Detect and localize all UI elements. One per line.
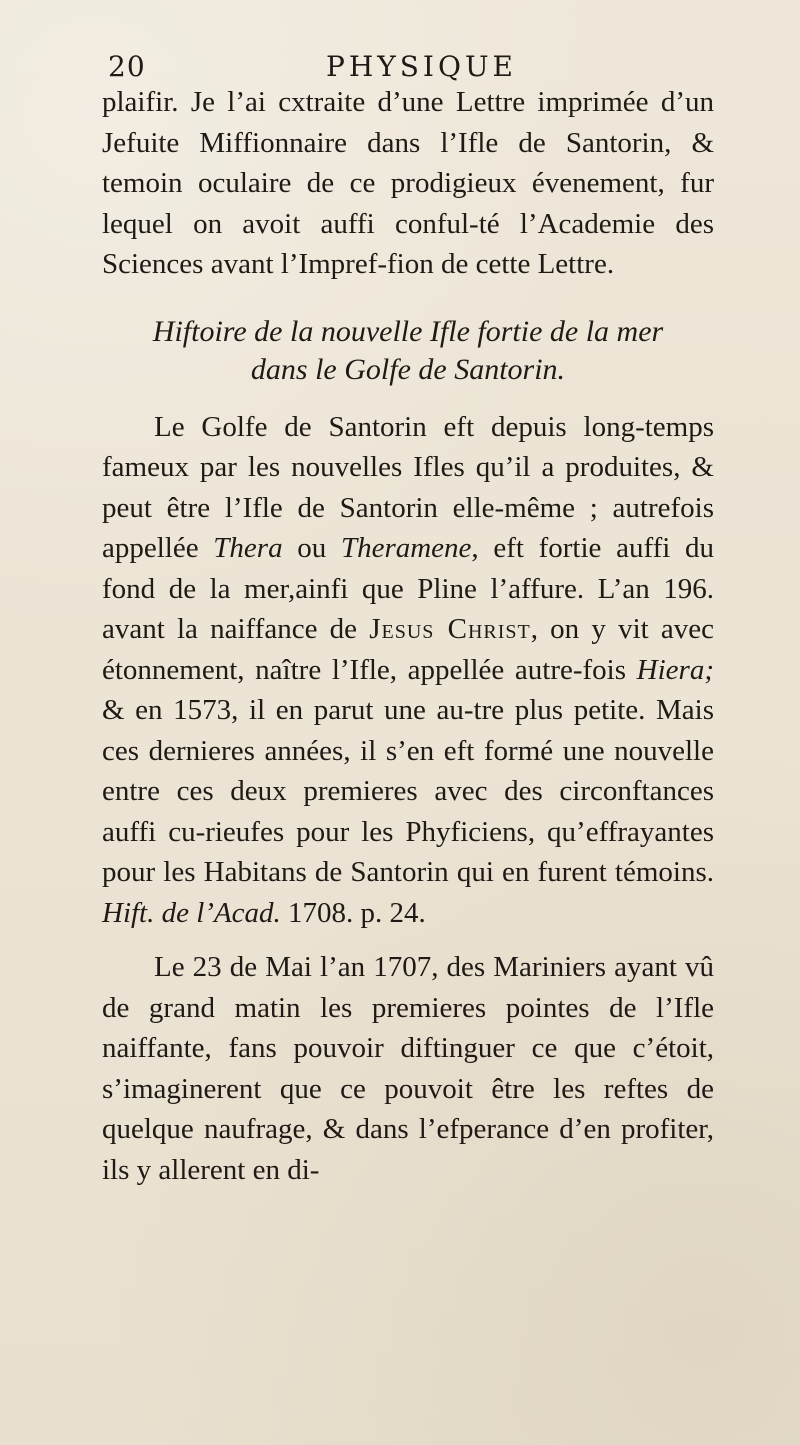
section-title-line-2: dans le Golfe de Santorin.: [250, 352, 566, 386]
p2-text-before: Le Golfe de Santorin eft depuis long-temps fameux par les nouvelles Ifles qu’il a produites, & peut être l’Ifle de Santorin elle-même ; autrefois appellée: [102, 410, 714, 564]
section-title: [102, 313, 714, 389]
p2-text-after: , eft fortie auffi du fond de la mer,ainfi que Pline l’affure. L’an 196. avant la naiffance de: [102, 532, 714, 645]
p2-reference-tail: 1708. p. 24.: [280, 896, 426, 929]
p2-text-after3: & en 1573, il en parut une au-tre plus petite. Mais ces dernieres années, il s’en eft formé une nouvelle entre ces deux premieres avec des circonftances auffi cu-rieufes pour les Phyficiens, qu’effrayantes pour les Habitans de Santorin qui en furent témoins.: [102, 694, 714, 888]
text-content: [102, 82, 714, 1190]
paragraph-3: Le 23 de Mai l’an 1707, des Mariniers ayant vû de grand matin les premieres pointes de l’Ifle naiffante, fans pouvoir diftinguer ce que c’étoit, s’imaginerent que ce pouvoit être les reftes de quelque naufrage, & dans l’efperance d’en profiter, ils y allerent en di-: [102, 951, 714, 1186]
p2-thera: Thera: [213, 532, 283, 564]
p2-jesus-christ: Jesus Christ: [369, 613, 531, 645]
p2-text-after2: , on y vit avec étonnement, naître l’Ifle, appellée autre-fois: [102, 613, 714, 686]
section-title-line-1: Hiftoire de la nouvelle Ifle fortie de la mer: [152, 314, 664, 348]
p2-text-or: ou: [282, 532, 341, 564]
p2-reference: Hift. de l’Acad.: [102, 896, 281, 929]
p2-theramene: Theramene: [340, 532, 472, 564]
page-header: [108, 50, 698, 86]
p2-hiera: Hiera;: [636, 653, 714, 686]
paragraph-2: [102, 407, 714, 934]
paragraph-1: plaifir. Je l’ai cxtraite d’une Lettre imprimée d’un Jefuite Miffionnaire dans l’Ifle de Santorin, & temoin oculaire de ce prodigieux évenement, fur lequel on avoit auffi conful-té l’Academie des Sciences avant l’Impref-fion de cette Lettre.: [102, 86, 714, 280]
page-number: 20: [108, 50, 146, 83]
running-head: PHYSIQUE: [326, 50, 517, 83]
